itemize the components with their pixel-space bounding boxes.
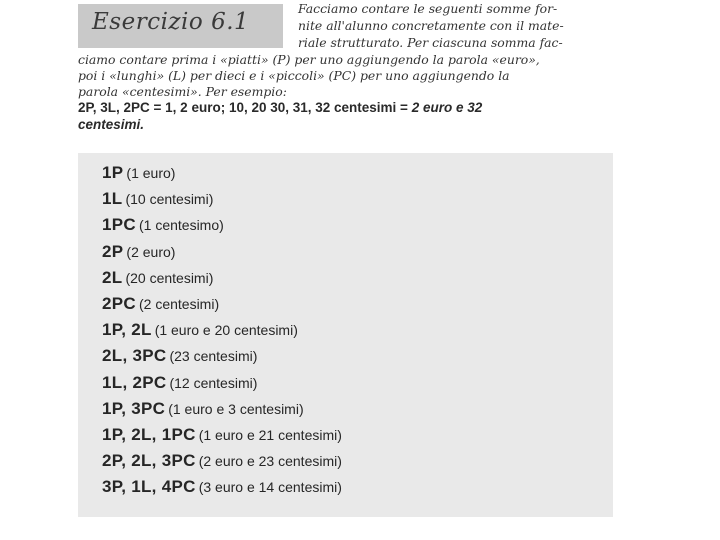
example-result: 2 euro e 32 xyxy=(411,100,483,115)
sum-amount: (1 euro) xyxy=(126,165,176,181)
sum-item xyxy=(102,451,342,471)
sum-code: 2L, 3PC xyxy=(102,346,167,366)
sum-code: 1P xyxy=(102,163,124,182)
sum-amount: (1 euro e 3 centesimi) xyxy=(168,400,304,417)
sum-item xyxy=(102,163,175,183)
sum-code: 2P xyxy=(102,241,124,261)
sum-amount: (20 centesimi) xyxy=(125,269,214,286)
sum-code: 1P, 3PC xyxy=(102,398,166,418)
intro-line-5: poi i «lunghi» (L) per dieci e i «piccoli» (PC) per uno aggiungendo la xyxy=(78,68,510,83)
intro-line-2: nite all'alunno concretamente con il mate- xyxy=(298,18,564,33)
sum-code: 3P, 1L, 4PC xyxy=(102,477,196,497)
sum-item xyxy=(102,215,224,235)
sum-code: 1PC xyxy=(102,215,136,235)
sum-amount: (2 euro e 23 centesimi) xyxy=(198,453,342,470)
sum-amount: (1 euro e 20 centesimi) xyxy=(154,322,298,339)
sum-item xyxy=(102,346,257,366)
intro-line-1: Facciamo contare le seguenti somme for- xyxy=(298,1,558,16)
intro-line-3: riale strutturato. Per ciascuna somma fac- xyxy=(298,35,563,50)
exercise-title: Esercizio 6.1 xyxy=(92,9,250,35)
sum-code: 1L, 2PC xyxy=(102,372,167,392)
sum-amount: (1 centesimo) xyxy=(138,217,224,234)
sum-item xyxy=(102,189,213,209)
sum-item xyxy=(102,320,298,340)
sum-code: 1P, 2L xyxy=(102,320,152,340)
sum-item xyxy=(102,425,342,445)
sum-amount: (10 centesimi) xyxy=(125,191,214,208)
sum-amount: (12 centesimi) xyxy=(169,374,258,391)
sum-code: 1L xyxy=(102,189,123,209)
sum-item xyxy=(102,242,175,262)
sum-code: 1P, 2L, 1PC xyxy=(102,425,196,444)
sum-code: 2PC xyxy=(102,294,136,313)
sum-item xyxy=(102,268,213,288)
sum-code: 2P, 2L, 3PC xyxy=(102,451,196,471)
intro-line-6: parola «centesimi». Per esempio: xyxy=(78,84,287,99)
example-result-continued: centesimi. xyxy=(78,117,145,132)
sum-amount: (3 euro e 14 centesimi) xyxy=(198,479,342,496)
example-prefix: 2P, 3L, 2PC = 1, 2 euro; 10, 20 30, 31, 32 centesimi = xyxy=(78,100,412,115)
sum-item xyxy=(102,294,219,314)
example-line xyxy=(78,100,482,115)
sum-item xyxy=(102,477,342,497)
intro-line-4: ciamo contare prima i «piatti» (P) per uno aggiungendo la parola «euro», xyxy=(78,52,540,67)
sum-amount: (1 euro e 21 centesimi) xyxy=(198,427,342,443)
sum-item xyxy=(102,399,304,419)
sum-amount: (23 centesimi) xyxy=(169,348,258,365)
sum-code: 2L xyxy=(102,267,123,287)
sum-item xyxy=(102,373,257,393)
sum-amount: (2 centesimi) xyxy=(138,296,220,312)
sum-amount: (2 euro) xyxy=(126,243,176,260)
